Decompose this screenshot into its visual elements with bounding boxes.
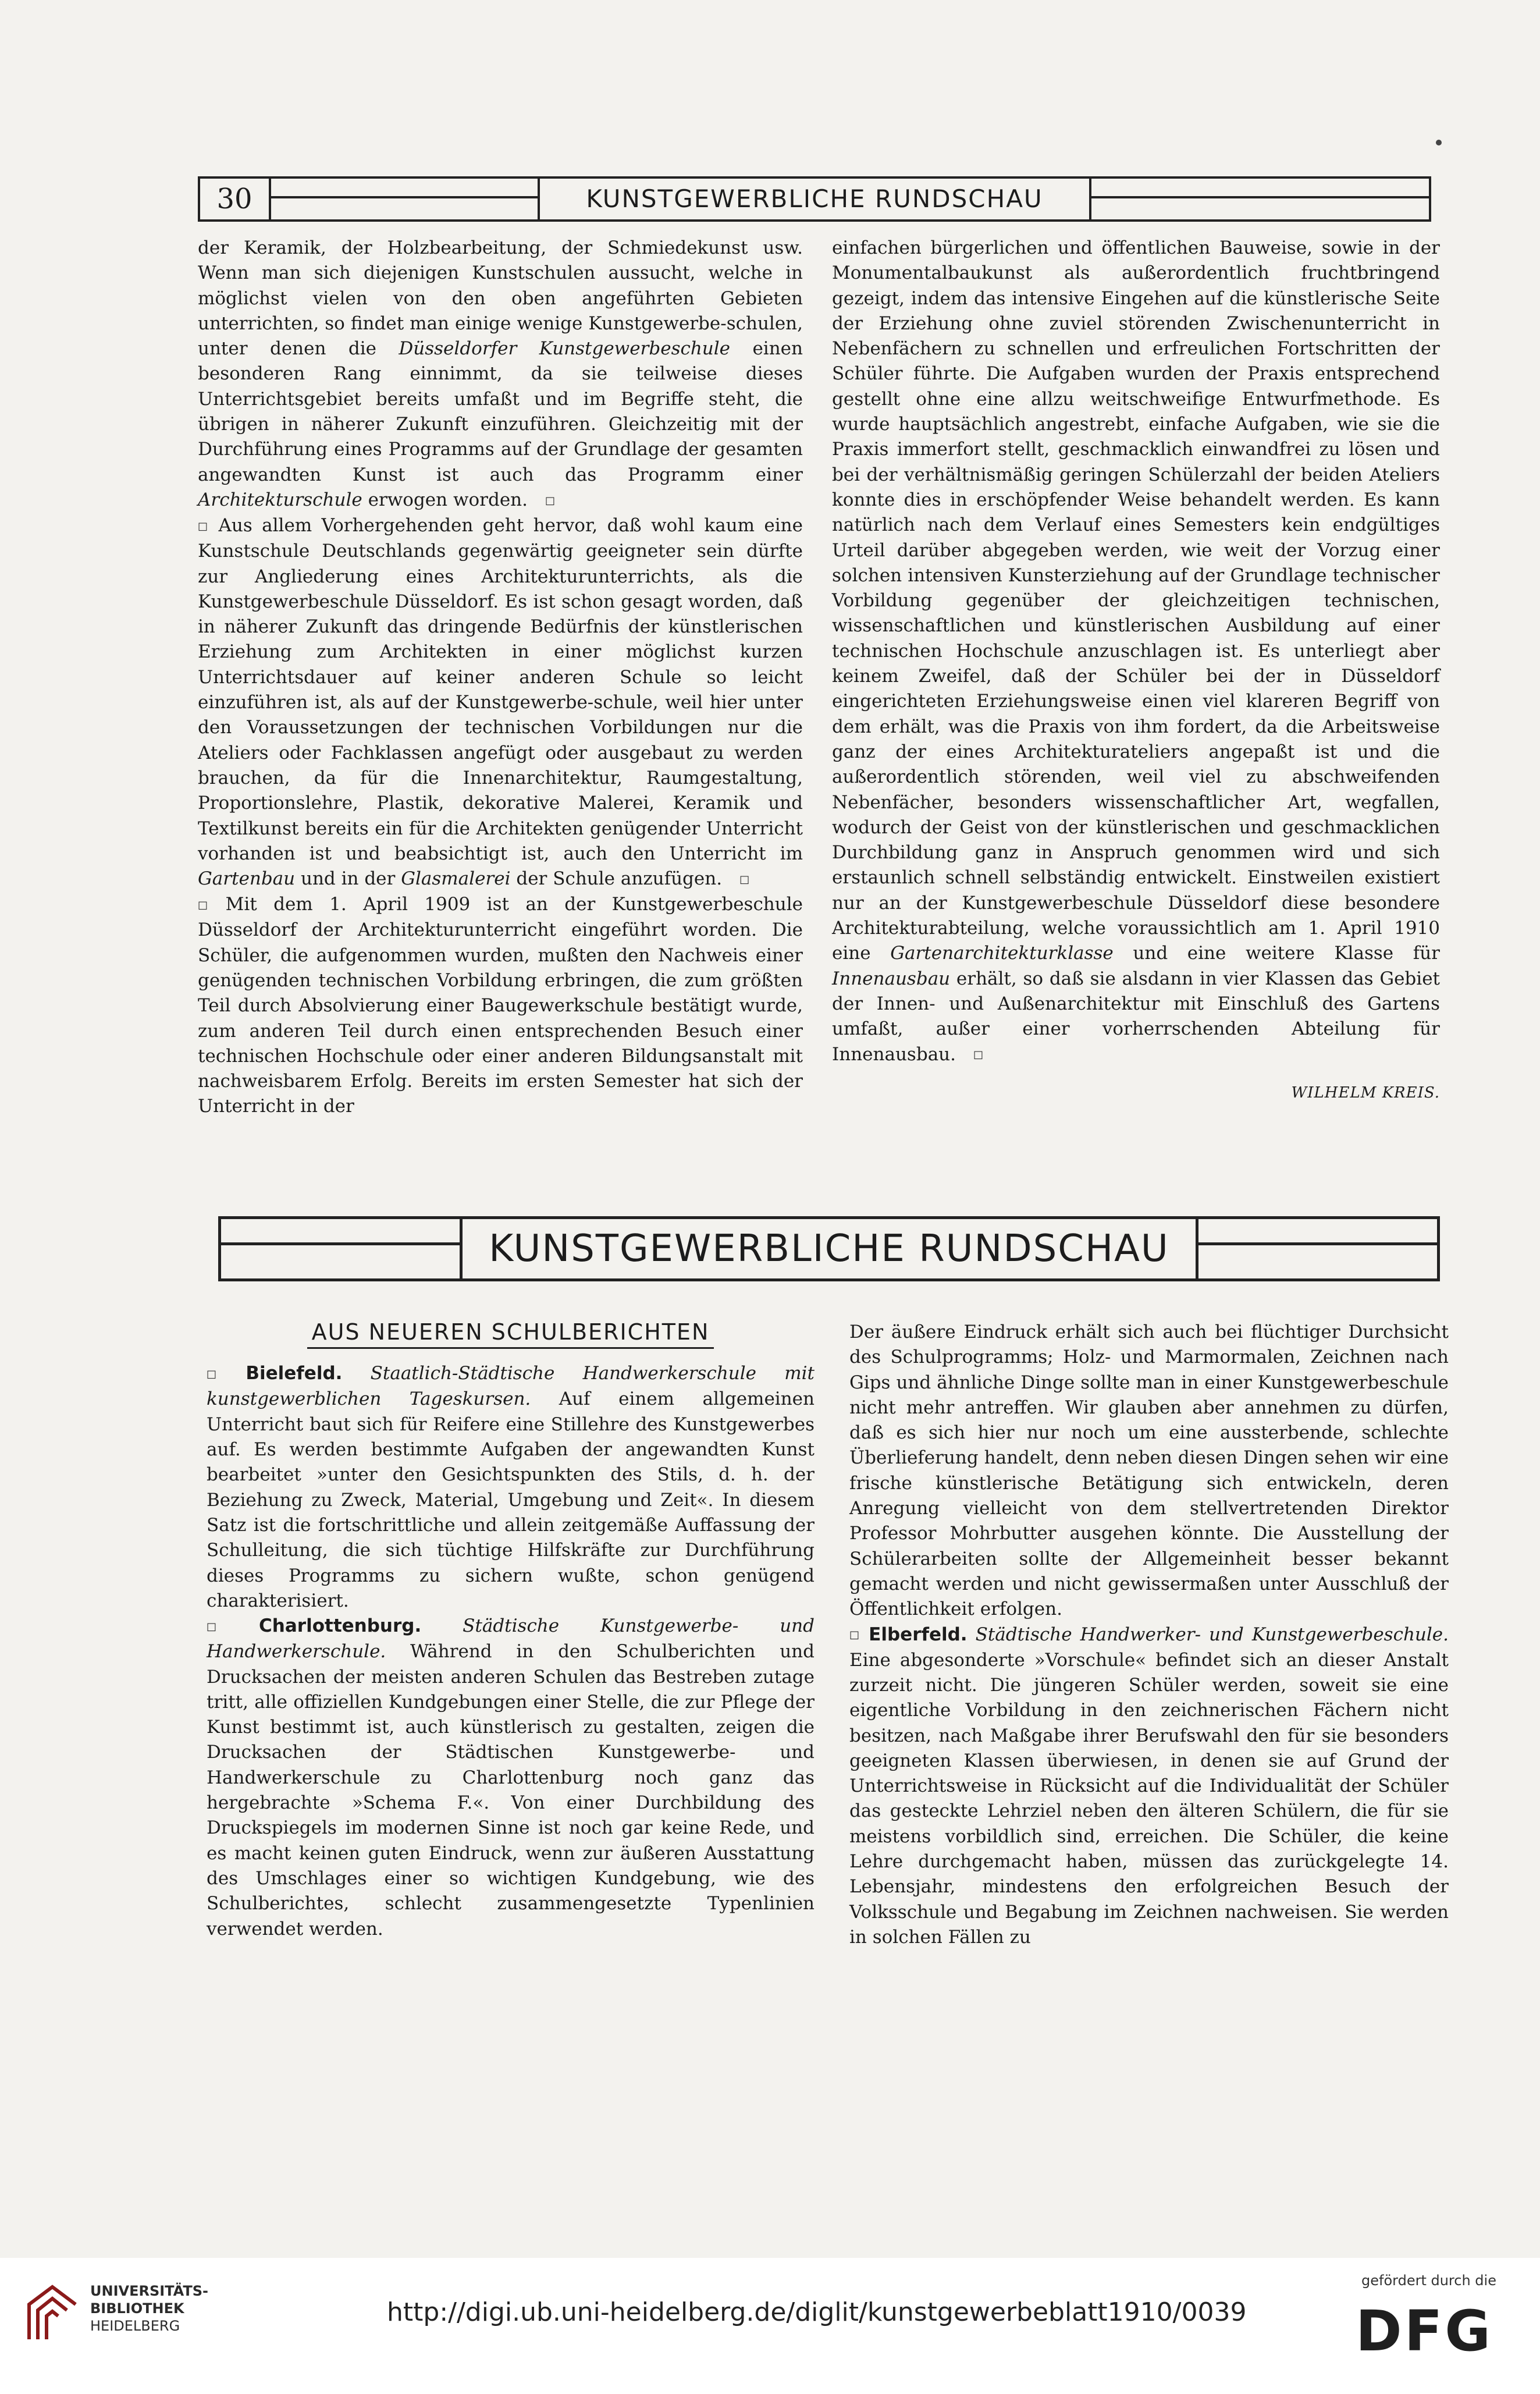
funding-note: gefördert durch die	[1361, 2272, 1496, 2289]
page-number: 30	[200, 179, 271, 219]
library-logo-icon	[17, 2281, 87, 2351]
author-signature: WILHELM KREIS.	[1291, 1084, 1440, 1102]
section-title: KUNSTGEWERBLICHE RUNDSCHAU	[460, 1219, 1198, 1278]
running-header	[198, 176, 1431, 222]
section-banner	[218, 1216, 1440, 1281]
paragraph: einfachen bürgerlichen und öffentlichen Bauweise, sowie in der Monumentalbaukunst als außerordentlich fruchtbringend gezeigt, indem das intensive Eingehen auf die künstlerische Seite der Erziehung ohne zuviel störenden Zwischenunterricht in Nebenfächern zu schnellen und erfreulichen Fortschritten der Schüler führte. Die Aufgaben wurden der Praxis entsprechend gestellt ohne eine allzu weitschweifige Entwurfmethode. Es wurde hauptsächlich angestrebt, einfache Aufgaben, wie sie die Praxis immerfort stellt, geschmacklich einwandfrei zu lösen und bei der verhältnismäßig geringen Schülerzahl der beiden Ateliers konnte dies in erschöpfender Weise behandelt werden. Es kann natürlich nach dem Verlauf eines Semesters kein endgültiges Urteil darüber abgegeben werden, wie weit der Vorzug einer solchen intensiven Kunsterziehung auf der Grundlage technischer Vorbildung gegenüber der gleichzeitigen technischen, wissenschaftlichen und künstlerischen Ausbildung auf einer technischen Hochschule anzuschlagen ist. Es unterliegt aber keinem Zweifel, daß der Schüler bei der in Düsseldorf eingerichteten Erziehungsweise einen viel klareren Begriff von dem erhält, was die Praxis von ihm fordert, da die Arbeitsweise ganz der eines Architekturateliers angepaßt ist und die außerordentlich störenden, weil viel zu abschweifenden Nebenfächer, besonders wissenschaftlicher Art, wegfallen, wodurch der Geist von der künstlerischen und geschmacklichen Durchbildung ganz in Anspruch genommen wird und sich erstaunlich schnell selbständig entwickelt. Einstweilen existiert nur an der Kunstgewerbeschule Düsseldorf diese besondere Architekturabteilung, welche voraussichtlich am 1. April 1910 eine Gartenarchitekturklasse und eine weitere Klasse für Innenausbau erhält, so daß sie alsdann in vier Klassen das Gebiet der Innen- und Außenarchitektur mit Einschluß des Gartens umfaßt, außer einer vorherrschenden Abteilung für Innenausbau. □	[832, 237, 1440, 1065]
paragraph: □ Charlottenburg. Städtische Kunstgewerbe- und Handwerkerschule. Während in den Schulberichten und Drucksachen der meisten anderen Schulen das Bestreben zutage tritt, alle offiziellen Kundgebungen einer Stelle, die zur Pflege der Kunst bestimmt ist, auch künstlerisch zu gestalten, zeigen die Drucksachen der Städtischen Kunstgewerbe- und Handwerkerschule zu Charlottenburg noch ganz das hergebrachte »Schema F.«. Von einer Durchbildung des Druckspiegels im modernen Sinne ist noch gar keine Rede, und es macht keinen guten Eindruck, wenn zur äußeren Ausstattung des Umschlages einer so wichtigen Kundgebung, wie des Schulberichtes, schlecht zusammengesetzte Typenlinien verwendet werden.	[207, 1615, 815, 1940]
paragraph: □ Mit dem 1. April 1909 ist an der Kunstgewerbeschule Düsseldorf der Architekturunterricht eingeführt worden. Die Schüler, die aufgenommen wurden, mußten den Nachweis einer genügenden technischen Vorbildung erbringen, die zum größten Teil durch Absolvierung einer Baugewerkschule bestätigt wurde, zum anderen Teil durch einen entsprechenden Besuch einer technischen Hochschule oder einer anderen Bildungsanstalt mit nachweisbarem Erfolg. Bereits im ersten Semester hat sich der Unterricht in der	[198, 894, 803, 1117]
top-left-column	[198, 236, 803, 1120]
paragraph: □ Elberfeld. Städtische Handwerker- und Kunstgewerbeschule. Eine abgesonderte »Vorschule« befindet sich an dieser Anstalt zurzeit nicht. Die jüngeren Schüler werden, soweit sie eine eigentliche Vorbildung in den zeichnerischen Fächern nicht besitzen, nach Maßgabe ihrer Berufswahl den für sie besonders geeigneten Klassen überwiesen, in denen sie auf Grund der Unterrichtsweise in Rücksicht auf die Individualität der Schüler das gesteckte Lehrziel neben den älteren Schülern, die für sie meistens vorbildlich sind, erreichen. Die Schüler, die keine Lehre durchgemacht haben, müssen das zurückgelegte 14. Lebensjahr, mindestens den erfolgreichen Besuch der Volksschule und Begabung im Zeichnen nachweisen. Sie werden in solchen Fällen zu	[849, 1624, 1449, 1948]
subheading: AUS NEUEREN SCHULBERICHTEN	[207, 1320, 815, 1345]
dfg-logo: DFG	[1356, 2299, 1493, 2364]
banner-rule-left	[221, 1242, 460, 1245]
paragraph: Der äußere Eindruck erhält sich auch bei flüchtiger Durchsicht des Schulprogramms; Holz- und Marmormalen, Zeichnen nach Gips und ähnliche Dinge sollte man in einer Kunstgewerbeschule nicht mehr antreffen. Wir glauben aber annehmen zu dürfen, daß es sich hier nur noch um eine aussterbende, schlechte Überlieferung handelt, denn neben diesen Dingen sehen wir eine frische künstlerische Betätigung sich entwickeln, deren Anregung vielleicht von dem stellvertretenden Direktor Professor Mohrbutter ausgehen könnte. Die Ausstellung der Schülerarbeiten sollte der Allgemeinheit besser bekannt gemacht werden und nicht gewissermaßen unter Ausschluß der Öffentlichkeit erfolgen.	[849, 1322, 1449, 1620]
header-rule-left	[269, 196, 538, 198]
ink-dot	[1436, 140, 1442, 145]
permalink-url[interactable]: http://digi.ub.uni-heidelberg.de/diglit/kunstgewerbeblatt1910/0039	[387, 2297, 1247, 2327]
header-rule-right	[1091, 196, 1429, 198]
bottom-left-column	[207, 1320, 815, 1942]
paragraph: □ Aus allem Vorhergehenden geht hervor, daß wohl kaum eine Kunstschule Deutschlands gegenwärtig geeigneter sein dürfte zur Angliederung eines Architekturunterrichts, als die Kunstgewerbeschule Düsseldorf. Es ist schon gesagt worden, daß in näherer Zukunft das dringende Bedürfnis der künstlerischen Erziehung zum Architekten in einer möglichst kurzen Unterrichtsdauer auf keiner anderen Schule so leicht einzuführen ist, als auf der Kunstgewerbe-schule, weil hier unter den Voraussetzungen der technischen Vorbildungen nur die Ateliers oder Fachklassen angefügt oder ausgebaut zu werden brauchen, da für die Innenarchitektur, Raumgestaltung, Proportionslehre, Plastik, dekorative Malerei, Keramik und Textilkunst bereits ein für die Architekten genügender Unterricht vorhanden ist und beabsichtigt ist, auch den Unterricht im Gartenbau und in der Glasmalerei der Schule anzufügen. □	[198, 515, 803, 890]
banner-rule-right	[1198, 1242, 1437, 1245]
running-title: KUNSTGEWERBLICHE RUNDSCHAU	[538, 179, 1091, 219]
paragraph: der Keramik, der Holzbearbeitung, der Schmiedekunst usw. Wenn man sich diejenigen Kunstschulen aussucht, welche in möglichst vielen von den oben angeführten Gebieten unterrichten, so findet man einige wenige Kunstgewerbe-schulen, unter denen die Düsseldorfer Kunstgewerbeschule einen besonderen Rang einnimmt, da sie teilweise dieses Unterrichtsgebiet bereits umfaßt und im Begriffe steht, die übrigen in näherer Zukunft einzuführen. Gleichzeitig mit der Durchführung eines Programms auf der Grundlage der gesamten angewandten Kunst ist auch das Programm einer Architekturschule erwogen worden. □	[198, 237, 803, 510]
library-name: UNIVERSITÄTS- BIBLIOTHEK HEIDELBERG	[90, 2283, 209, 2334]
bottom-right-column	[849, 1320, 1449, 1950]
paragraph: □ Bielefeld. Staatlich-Städtische Handwerkerschule mit kunstgewerblichen Tageskursen. Auf einem allgemeinen Unterricht baut sich für Reifere eine Stillehre des Kunstgewerbes auf. Es werden bestimmte Aufgaben der angewandten Kunst bearbeitet »unter den Gesichtspunkten des Stils, d. h. der Beziehung zu Zweck, Material, Umgebung und Zeit«. In diesem Satz ist die fortschrittliche und allein zeitgemäße Auffassung der Schulleitung, die sich tüchtige Hilfskräfte zur Durchführung dieses Programms zu sichern wußte, schon genügend charakterisiert.	[207, 1363, 815, 1611]
top-right-column	[832, 236, 1440, 1106]
